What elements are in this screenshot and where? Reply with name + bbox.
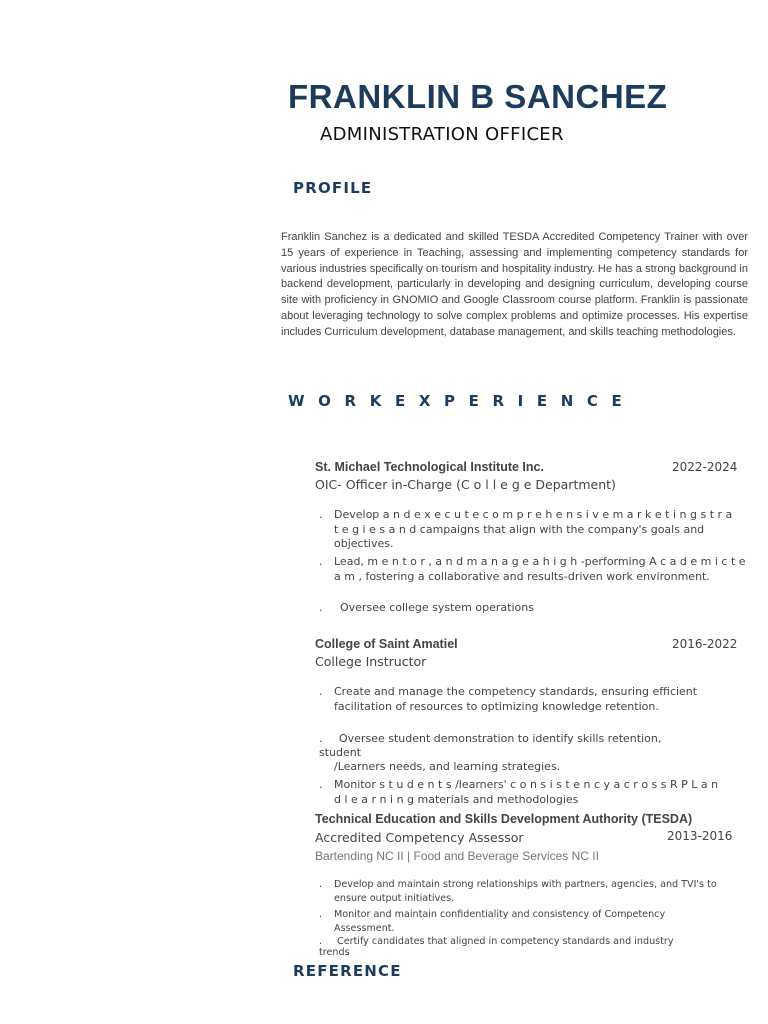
job-bullet <box>319 908 727 935</box>
bullet-dot: . <box>319 936 323 947</box>
bullet-text: Oversee student demonstration to identify skills retention, <box>339 732 662 745</box>
bullet-dot: . <box>319 732 323 745</box>
job-bullet <box>319 601 739 616</box>
profile-summary: Franklin Sanchez is a dedicated and skilled TESDA Accredited Competency Trainer with over 15 years of experience in Teaching, assessing and implementing competency standards for various industries specifically on tourism and hospitality industry. He has a strong background in backend development, particularly in developing and designing curriculum, developing course site with proficiency in GNOMIO and Google Classroom course platform. Franklin is passionate about leveraging technology to solve complex problems and optimize processes. His expertise includes Curriculum development, database management, and skills teaching methodologies. <box>281 231 748 338</box>
job-role: College Instructor <box>315 654 427 669</box>
job-bullet <box>319 685 719 714</box>
bullet-dot: . <box>319 685 323 698</box>
job-bullet <box>319 508 739 552</box>
job-years: 2022-2024 <box>672 460 738 474</box>
bullet-text: Monitor s t u d e n t s /learners' c o n s i s t e n c y a c r o s s R P L a n d l e a r n i n g materials and methodologies <box>334 778 719 806</box>
job-certifications: Bartending NC II | Food and Beverage Services NC II <box>315 849 599 863</box>
job-bullet <box>319 732 729 747</box>
bullet-dot: . <box>319 879 323 890</box>
job-bullet <box>319 878 727 905</box>
bullet-text: Create and manage the competency standards, ensuring efficient facilitation of resources to optimizing knowledge retention. <box>334 685 698 713</box>
job-years: 2013-2016 <box>667 829 733 843</box>
job-company: St. Michael Technological Institute Inc. <box>315 460 544 474</box>
bullet-dot: . <box>319 555 323 568</box>
bullet-dot: . <box>319 778 323 791</box>
bullet-text: Lead, m e n t o r , a n d m a n a g e a h i g h -performing A c a d e m i c t e a m , fostering a collaborative and results-driven work environment. <box>334 555 746 583</box>
job-bullet <box>319 778 719 807</box>
job-role: Accredited Competency Assessor <box>315 830 524 845</box>
bullet-text: Develop and maintain strong relationships with partners, agencies, and TVI's to ensure output initiatives. <box>334 879 717 904</box>
job-company: College of Saint Amatiel <box>315 637 458 651</box>
job-bullet <box>319 935 737 949</box>
applicant-name: FRANKLIN B SANCHEZ <box>288 78 668 115</box>
bullet-dot: . <box>319 601 323 614</box>
bullet-text: Monitor and maintain confidentiality and consistency of Competency Assessment. <box>334 909 666 934</box>
work-experience-heading: W O R K E X P E R I E N C E <box>288 392 626 410</box>
job-role: OIC- Officer in-Charge (C o l l e g e Department) <box>315 477 616 492</box>
job-bullet <box>319 555 751 584</box>
bullet-text: Develop a n d e x e c u t e c o m p r e h e n s i v e m a r k e t i n g s t r a t e g i e s a n d campaigns that align with the company's goals and objectives. <box>334 508 733 551</box>
reference-heading: REFERENCE <box>293 962 402 980</box>
bullet-dot: . <box>319 909 323 920</box>
bullet-continuation: student <box>319 746 362 759</box>
bullet-continuation: /Learners needs, and learning strategies. <box>334 760 561 773</box>
job-years: 2016-2022 <box>672 637 738 651</box>
bullet-text: Oversee college system operations <box>340 601 534 614</box>
job-title: ADMINISTRATION OFFICER <box>320 124 564 145</box>
bullet-dot: . <box>319 508 323 521</box>
job-company: Technical Education and Skills Development Authority (TESDA) <box>315 812 693 826</box>
bullet-continuation: trends <box>319 947 350 958</box>
bullet-text: Certify candidates that aligned in competency standards and industry <box>337 936 674 947</box>
profile-heading: PROFILE <box>293 179 373 197</box>
